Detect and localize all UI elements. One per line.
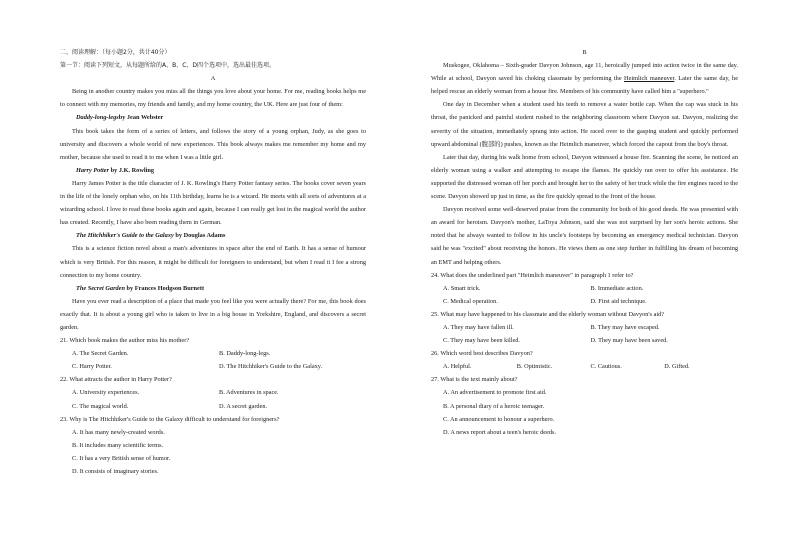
section-instruction: 第一节：阅读下列短文，从每题所给的A、B、C、D四个选项中，选出最佳选项。: [60, 62, 276, 70]
option[interactable]: B. They may have escaped.: [590, 323, 660, 331]
book-title: Harry Potter: [76, 166, 110, 174]
book-author: by Frances Hodgson Burnett: [124, 284, 205, 292]
section-title: 二、阅读理解：（每小题2分，共计40分）: [60, 49, 171, 56]
passage-b-label: B: [582, 49, 587, 56]
option[interactable]: D. The Hitchhiker's Guide to the Galaxy.: [219, 363, 323, 371]
option-row: [431, 334, 738, 347]
option[interactable]: B. Adventures in space.: [219, 389, 279, 397]
option[interactable]: C. Cautious.: [590, 363, 622, 371]
book-author: by J.K. Rowling: [110, 166, 155, 174]
option[interactable]: A. Helpful.: [443, 363, 472, 371]
option[interactable]: C. Harry Potter.: [72, 363, 112, 371]
option[interactable]: D. A secret garden.: [219, 402, 268, 410]
right-column: [431, 46, 738, 439]
option[interactable]: C. It has a very British sense of humor.: [72, 454, 171, 462]
passage-b-paragraph: Davyon received some well-deserved praise from the community for both of his good deeds. He was presented with an award for heroism. Davyon's mother, LaToya Johnson, said she was not surprised by her son's heroic actions. She noted that he always wanted to follow in his uncle's footsteps by becoming an emergency medical technician. Davyon said he was "excited" about receiving the honors. He views them as one step further in fulfilling his dream of becoming an EMT and helping others.: [431, 206, 738, 266]
book-author: by Jean Webster: [118, 114, 164, 122]
passage-a-label: A: [210, 75, 216, 83]
paragraph-text: Muskogee, Oklahoma – Sixth-grader Davyon Johnson, age 11, heroically jumped into action twice in the same day. While at school, Davyon saved his choking classmate by performing the: [431, 62, 738, 83]
option-row: [431, 295, 738, 308]
option-row: [431, 360, 738, 373]
book-title-line: [60, 111, 366, 124]
option[interactable]: A. Smart trick.: [443, 284, 481, 292]
option[interactable]: C. The magical world.: [72, 402, 129, 410]
option[interactable]: B. A personal diary of a heroic teenager.: [443, 402, 545, 410]
book-title-line: [60, 164, 366, 177]
option-row: [60, 386, 366, 399]
option[interactable]: A. An advertisement to promote first aid.: [443, 389, 547, 397]
book-title-line: [60, 282, 366, 295]
option[interactable]: A. They may have fallen ill.: [443, 323, 514, 331]
book-title: Daddy-long-legs: [76, 114, 119, 122]
passage-a-intro: Being in another country makes you miss all the things you love about your home. For me, reading books helps me to connect with my memories, my friends and family, and my home country, the UK. Here are just four of them:: [60, 88, 366, 109]
book-description: Have you ever read a description of a place that made you feel like you were actually there? For me, this book does exactly that. It is about a young girl who is taken to live in a big house in Yorkshire, England, and discovers a secret garden.: [60, 297, 366, 331]
underlined-term: Heimlich maneuver: [624, 75, 675, 83]
option[interactable]: A. It has many newly-created words.: [72, 428, 165, 436]
passage-b-paragraph: [431, 59, 738, 98]
option[interactable]: D. They may have been saved.: [590, 337, 668, 345]
question-stem: 26. Which word best describes Davyon?: [431, 350, 533, 358]
question-stem: 21. Which book makes the author miss his mother?: [60, 337, 190, 345]
option-row: [431, 321, 738, 334]
book-title: The Secret Garden: [76, 284, 125, 292]
book-author: by Douglas Adams: [173, 232, 226, 240]
option[interactable]: D. It consists of imaginary stories.: [72, 468, 159, 475]
option[interactable]: A. University experiences.: [72, 389, 140, 397]
option[interactable]: D. First aid technique.: [590, 297, 647, 305]
question-stem: 24. What does the underlined part "Heimlich maneuver" in paragraph 1 refer to?: [431, 271, 634, 279]
question-stem: 23. Why is The Hitchhiker's Guide to the Galaxy difficult to understand for foreigners?: [60, 415, 280, 423]
option[interactable]: C. An announcement to honour a superhero.: [443, 415, 555, 423]
option-row: [60, 400, 366, 413]
book-description: Harry James Potter is the title character of J. K. Rowling's Harry Potter fantasy series. The books cover seven years in the life of the lonely orphan who, on his 11th birthday, learns he is a wizard. He meets with all sorts of adventures at a wizarding school. I love to read these books again and again, because I can really get lost in the magical world the author has created. Recently, I have also been reading them in German.: [60, 179, 366, 227]
option[interactable]: D. A news report about a teen's heroic deeds.: [443, 428, 557, 436]
option[interactable]: B. Immediate action.: [590, 284, 644, 292]
option[interactable]: D. Gifted.: [664, 363, 690, 371]
option[interactable]: B. Daddy-long-legs.: [219, 350, 271, 358]
question-stem: 25. What may have happened to his classmate and the elderly woman without Davyon's aid?: [431, 310, 665, 318]
book-title: The Hitchhiker's Guide to the Galaxy: [76, 232, 174, 240]
left-column: [60, 46, 366, 478]
question-stem: 27. What is the text mainly about?: [431, 376, 518, 384]
option-row: [60, 360, 366, 373]
option[interactable]: B. Optimistic.: [516, 363, 553, 371]
passage-b-paragraph: One day in December when a student used his teeth to remove a water bottle cap. When the cap was stuck in his throat, the panicked and painful student rushed to the neighboring classroom where Davyon sat. Davyon, realizing the severity of the situation, immediately sprang into action. He raced over to the gasping student and quickly performed upward abdominal (腹部的) pushes, known as the Heimlich maneuver, which forced the capout from the boy's throat.: [431, 101, 738, 148]
option[interactable]: C. They may have been killed.: [443, 337, 520, 345]
book-description: This is a science fiction novel about a man's adventures in space after the end of Earth. It has a sense of humour which is very British. For this reason, it might be difficult for foreigners to understand, but when I read it I fee a strong connection to my home country.: [60, 245, 366, 279]
option-row: [60, 347, 366, 360]
option-row: [431, 282, 738, 295]
option[interactable]: C. Medical operation.: [443, 297, 498, 305]
passage-b-paragraph: Later that day, during his walk home from school, Davyon witnessed a house fire. Scanning the scene, he noticed an elderly woman using a walker and attempting to escape the flames. He quickly ran over to offer his assistance. He supported the distressed woman off her porch and brought her to the safety of her truck while the fire engines raced to the scene. Davyon showed up just in time, as the fire quickly spread to the front of the house.: [431, 153, 738, 201]
book-description: This book takes the form of a series of letters, and follows the story of a young orphan, Judy, as she goes to university and discovers a whole world of new experiences. This book always makes me remember my home and my mother, because she used to read it to me when I was a little girl.: [60, 127, 366, 161]
book-title-line: [60, 229, 366, 242]
paragraph-text: . Later the same day, he helped rescue an elderly woman from a house fire. Members of his community have called him a "superhero.": [431, 75, 739, 96]
option[interactable]: B. It includes many scientific terms.: [72, 441, 164, 449]
option[interactable]: A. The Secret Garden.: [72, 350, 129, 358]
question-stem: 22. What attracts the author in Harry Potter?: [60, 376, 172, 384]
